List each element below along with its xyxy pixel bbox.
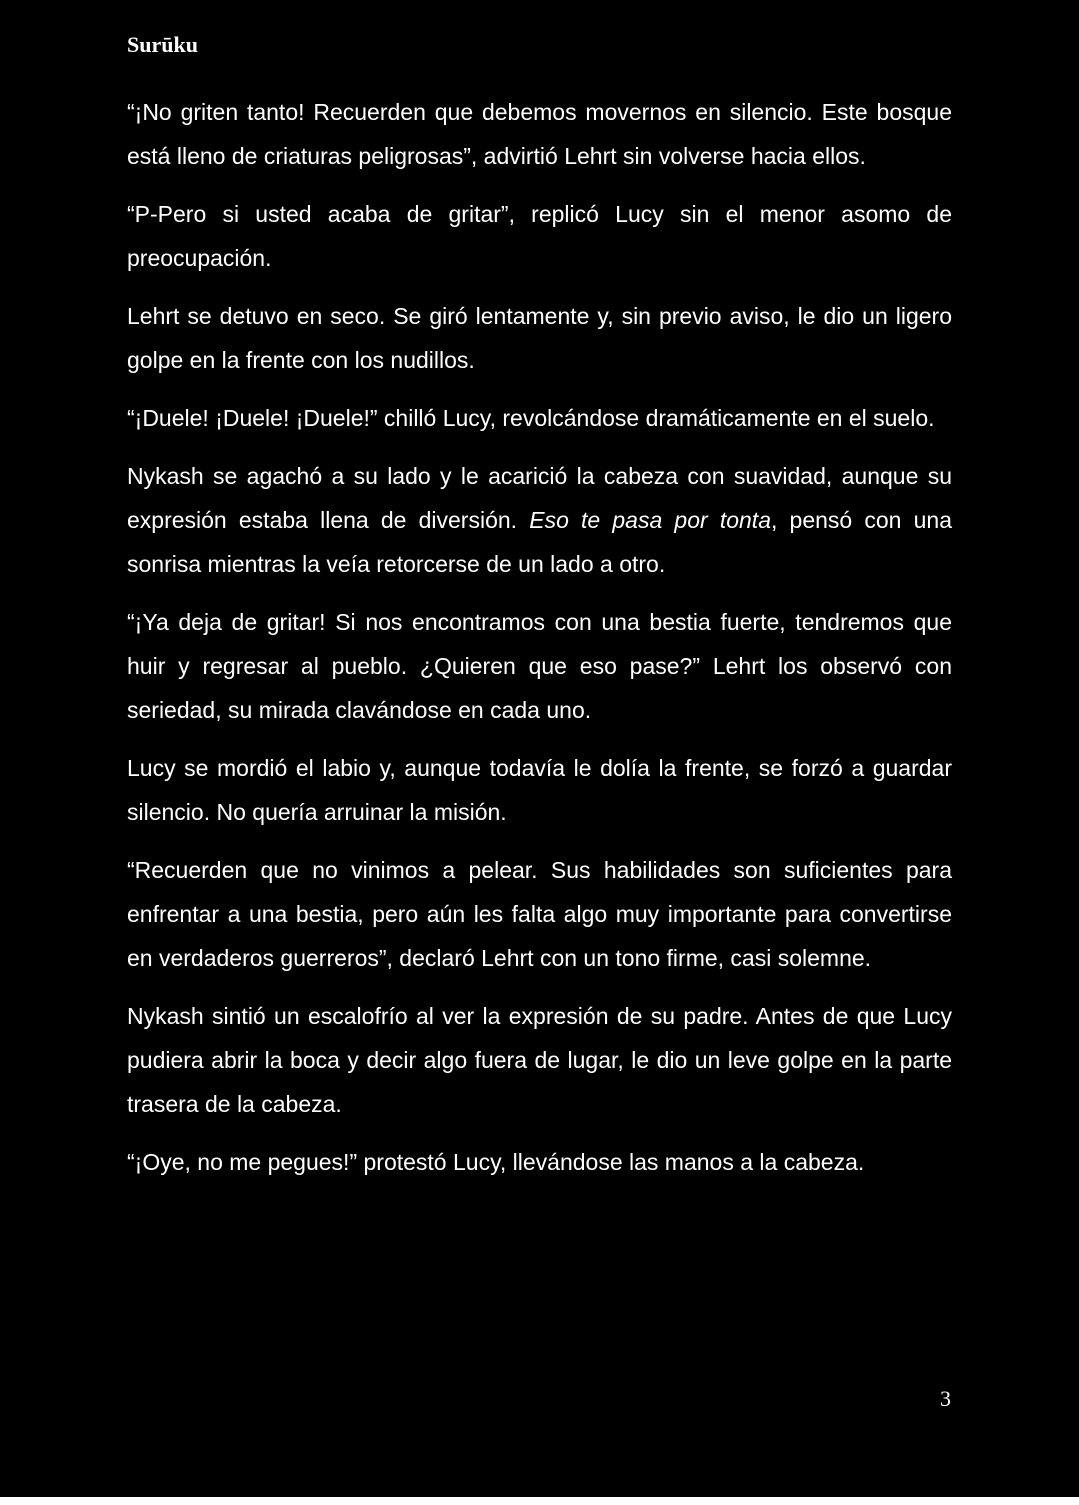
paragraph bbox=[127, 454, 952, 586]
paragraph: “P-Pero si usted acaba de gritar”, replicó Lucy sin el menor asomo de preocupación. bbox=[127, 201, 952, 271]
paragraph-text: Nykash se agachó a su lado y le acarició la cabeza con suavidad, aunque su expresión estaba llena de diversión. bbox=[127, 463, 952, 533]
page-bottom-edge bbox=[0, 1497, 1079, 1505]
running-header: Surūku bbox=[127, 32, 198, 57]
paragraph: Lehrt se detuvo en seco. Se giró lentamente y, sin previo aviso, le dio un ligero golpe en la frente con los nudillos. bbox=[127, 303, 952, 373]
paragraph: “¡No griten tanto! Recuerden que debemos movernos en silencio. Este bosque está lleno de criaturas peligrosas”, advirtió Lehrt sin volverse hacia ellos. bbox=[127, 99, 952, 169]
paragraph: Lucy se mordió el labio y, aunque todavía le dolía la frente, se forzó a guardar silencio. No quería arruinar la misión. bbox=[127, 755, 952, 825]
paragraph: “¡Duele! ¡Duele! ¡Duele!” chilló Lucy, revolcándose dramáticamente en el suelo. bbox=[127, 405, 935, 431]
page-number: 3 bbox=[940, 1386, 951, 1411]
paragraph: Nykash sintió un escalofrío al ver la expresión de su padre. Antes de que Lucy pudiera abrir la boca y decir algo fuera de lugar, le dio un leve golpe en la parte trasera de la cabeza. bbox=[127, 1003, 952, 1117]
paragraph: “¡Oye, no me pegues!” protestó Lucy, llevándose las manos a la cabeza. bbox=[127, 1149, 865, 1175]
paragraph: “¡Ya deja de gritar! Si nos encontramos con una bestia fuerte, tendremos que huir y regresar al pueblo. ¿Quieren que eso pase?” Lehrt los observó con seriedad, su mirada clavándose en cada uno. bbox=[127, 609, 952, 723]
paragraph-text: , pensó con una sonrisa mientras la veía retorcerse de un lado a otro. bbox=[127, 507, 952, 577]
italic-thought: Eso te pasa por tonta bbox=[529, 507, 771, 533]
body-text bbox=[127, 90, 952, 1198]
paragraph: “Recuerden que no vinimos a pelear. Sus habilidades son suficientes para enfrentar a una bestia, pero aún les falta algo muy importante para convertirse en verdaderos guerreros”, declaró Lehrt con un tono firme, casi solemne. bbox=[127, 857, 952, 971]
